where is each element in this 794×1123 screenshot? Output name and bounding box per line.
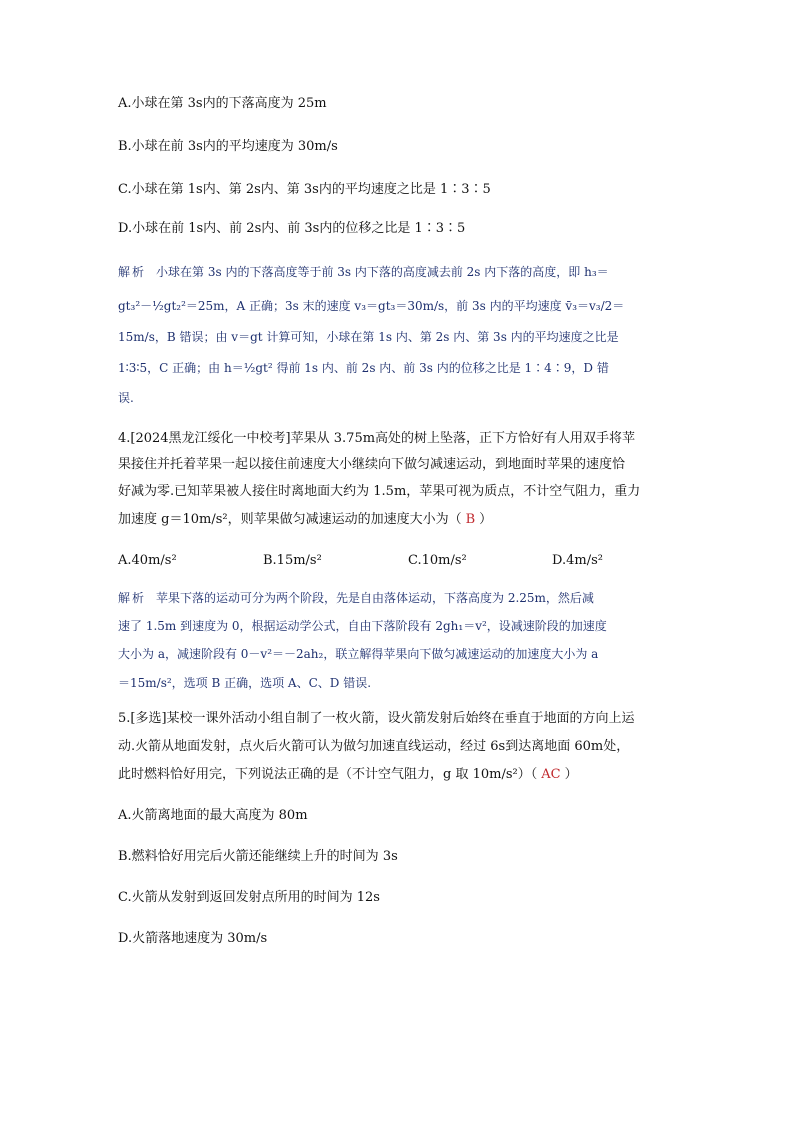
- q5-stem-line-2: 动.火箭从地面发射，点火后火箭可认为做匀加速直线运动，经过 6s到达离地面 60m处，: [118, 739, 630, 754]
- q5-answer: AC: [541, 767, 561, 782]
- q5-stem-line-3: 此时燃料恰好用完，下列说法正确的是（不计空气阻力，g 取 10m/s²）（ AC ）: [118, 767, 578, 782]
- q5-option-a: A.火箭离地面的最大高度为 80m: [118, 808, 308, 823]
- q3-explanation-line-4: 1∶3∶5，C 正确；由 h＝½gt² 得前 1s 内、前 2s 内、前 3s 内的位移之比是 1∶4∶9，D 错: [118, 361, 609, 375]
- q4-explanation-line-1: 解析 苹果下落的运动可分为两个阶段，先是自由落体运动，下落高度为 2.25m，然后减: [118, 591, 594, 605]
- q4-option-c: C.10m/s²: [408, 553, 467, 568]
- q4-explanation-line-4: ＝15m/s²，选项 B 正确，选项 A、C、D 错误.: [118, 676, 372, 690]
- explanation-label: 解析: [118, 591, 147, 605]
- q3-option-b: B.小球在前 3s内的平均速度为 30m/s: [118, 139, 338, 154]
- q3-explanation-line-1: 解析 小球在第 3s 内的下落高度等于前 3s 内下落的高度减去前 2s 内下落的高度，即 h₃＝: [118, 265, 609, 279]
- q4-option-b: B.15m/s²: [263, 553, 322, 568]
- q4-option-a: A.40m/s²: [118, 553, 177, 568]
- q5-option-c: C.火箭从发射到返回发射点所用的时间为 12s: [118, 890, 380, 905]
- q4-stem-line-4: 加速度 g＝10m/s²，则苹果做匀减速运动的加速度大小为（ B ）: [118, 512, 493, 527]
- q5-stem-line-1: 5.[多选]某校一课外活动小组自制了一枚火箭，设火箭发射后始终在垂直于地面的方向上运: [118, 711, 635, 726]
- q4-explanation-line-2: 速了 1.5m 到速度为 0，根据运动学公式，自由下落阶段有 2gh₁＝v²，设减速阶段的加速度: [118, 619, 607, 633]
- q4-option-d: D.4m/s²: [552, 553, 603, 568]
- q3-option-a: A.小球在第 3s内的下落高度为 25m: [118, 96, 327, 111]
- q4-stem-line-3: 好减为零.已知苹果被人接住时离地面大约为 1.5m，苹果可视为质点，不计空气阻力，重力: [118, 484, 641, 499]
- q4-stem-line-2: 果接住并托着苹果一起以接住前速度大小继续向下做匀减速运动，到地面时苹果的速度恰: [118, 457, 626, 472]
- q3-explanation-line-2: gt₃²－½gt₂²＝25m，A 正确；3s 末的速度 v₃＝gt₃＝30m/s，前 3s 内的平均速度 v̄₃＝v₃/2＝: [118, 299, 625, 313]
- q3-explanation-line-5: 误.: [118, 391, 134, 405]
- q3-option-c: C.小球在第 1s内、第 2s内、第 3s内的平均速度之比是 1∶3∶5: [118, 182, 491, 197]
- q4-explanation-line-3: 大小为 a，减速阶段有 0－v²＝－2ah₂，联立解得苹果向下做匀减速运动的加速度大小为 a: [118, 647, 599, 661]
- q5-option-d: D.火箭落地速度为 30m/s: [118, 931, 268, 946]
- q5-option-b: B.燃料恰好用完后火箭还能继续上升的时间为 3s: [118, 849, 398, 864]
- q4-answer: B: [465, 512, 476, 527]
- q3-option-d: D.小球在前 1s内、前 2s内、前 3s内的位移之比是 1∶3∶5: [118, 221, 466, 236]
- q4-stem-line-1: 4.[2024黑龙江绥化一中校考]苹果从 3.75m高处的树上坠落，正下方恰好有人用双手将苹: [118, 431, 636, 446]
- explanation-label: 解析: [118, 265, 147, 279]
- q3-explanation-line-3: 15m/s，B 错误；由 v＝gt 计算可知，小球在第 1s 内、第 2s 内、第 3s 内的平均速度之比是: [118, 330, 619, 344]
